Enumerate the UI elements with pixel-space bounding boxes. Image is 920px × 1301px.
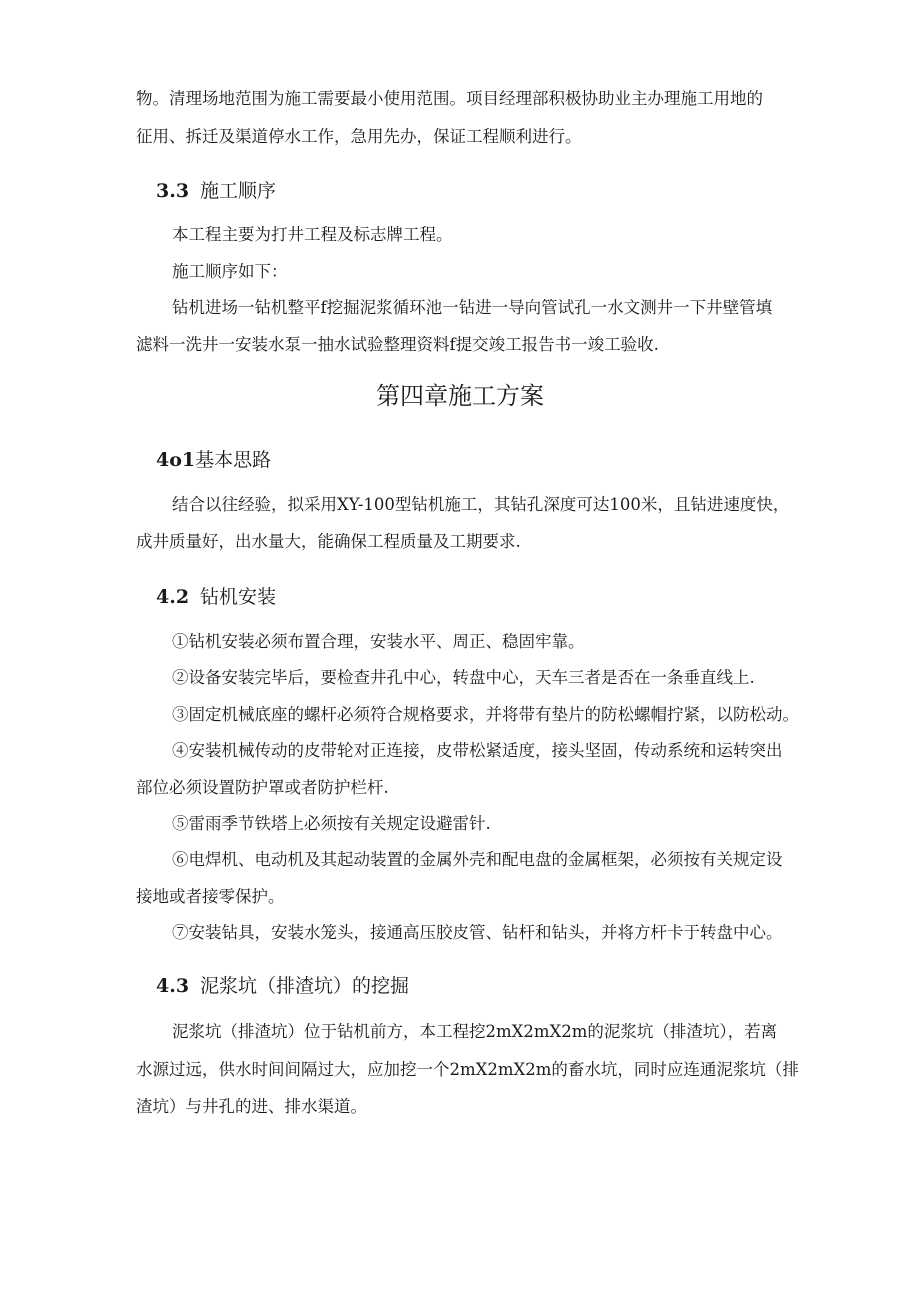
section-title: 施工顺序	[200, 180, 277, 202]
paragraph-line: 结合以往经验，拟采用XY-100型钻机施工，其钻孔深度可达100米，且钻进速度快，	[172, 495, 790, 514]
list-item: ②设备安装完毕后，要检查井孔中心，转盘中心，天车三者是否在一条垂直线上.	[172, 668, 755, 687]
section-heading-4-3	[156, 973, 409, 999]
section-title: 基本思路	[195, 449, 272, 471]
list-item: ④安装机械传动的皮带轮对正连接，皮带松紧适度，接头坚固，传动系统和运转突出	[172, 741, 783, 760]
paragraph-line: 钻机进场一钻机整平f挖掘泥浆循环池一钻进一导向管试孔一水文测井一下井壁管填	[172, 298, 773, 317]
section-number: 4o1	[156, 449, 196, 471]
section-number: 4.3	[156, 975, 190, 997]
section-title: 泥浆坑（排渣坑）的挖掘	[200, 975, 410, 997]
paragraph-line: 本工程主要为打井工程及标志牌工程。	[172, 225, 453, 244]
section-number: 3.3	[156, 180, 190, 202]
paragraph-line: 物。清理场地范围为施工需要最小使用范围。项目经理部积极协助业主办理施工用地的	[136, 89, 763, 108]
section-heading-4-1	[156, 447, 271, 473]
paragraph-line: 成井质量好，出水量大，能确保工程质量及工期要求.	[136, 532, 521, 551]
paragraph-line: 滤料一洗井一安装水泵一抽水试验整理资料f提交竣工报告书一竣工验收.	[136, 335, 659, 354]
paragraph-line: 征用、拆迁及渠道停水工作，急用先办，保证工程顺利进行。	[136, 127, 582, 146]
paragraph-line: 施工顺序如下：	[172, 262, 288, 281]
section-title: 钻机安装	[200, 586, 277, 608]
section-number: 4.2	[156, 586, 190, 608]
paragraph-line: 泥浆坑（排渣坑）位于钻机前方，本工程挖2mX2mX2m的泥浆坑（排渣坑），若离	[172, 1022, 778, 1041]
paragraph-line: 渣坑）与井孔的进、排水渠道。	[136, 1097, 367, 1116]
section-heading-3-3	[156, 178, 276, 204]
paragraph-line: 部位必须设置防护罩或者防护栏杆.	[136, 778, 389, 797]
list-item: ⑤雷雨季节铁塔上必须按有关规定设避雷针.	[172, 814, 491, 833]
section-heading-4-2	[156, 584, 276, 610]
list-item: ⑥电焊机、电动机及其起动装置的金属外壳和配电盘的金属框架，必须按有关规定设	[172, 850, 783, 869]
list-item: ③固定机械底座的螺杆必须符合规格要求，并将带有垫片的防松螺帽拧紧，以防松动。	[172, 705, 799, 724]
chapter-title: 第四章施工方案	[376, 382, 544, 410]
list-item: ⑦安装钻具，安装水笼头，接通高压胶皮管、钻杆和钻头，并将方杆卡于转盘中心。	[172, 923, 783, 942]
list-item: ①钻机安装必须布置合理，安装水平、周正、稳固牢靠。	[172, 632, 585, 651]
paragraph-line: 水源过远，供水时间间隔过大，应加挖一个2mX2mX2m的畜水坑，同时应连通泥浆坑（排	[136, 1060, 799, 1079]
paragraph-line: 接地或者接零保护。	[136, 887, 285, 906]
